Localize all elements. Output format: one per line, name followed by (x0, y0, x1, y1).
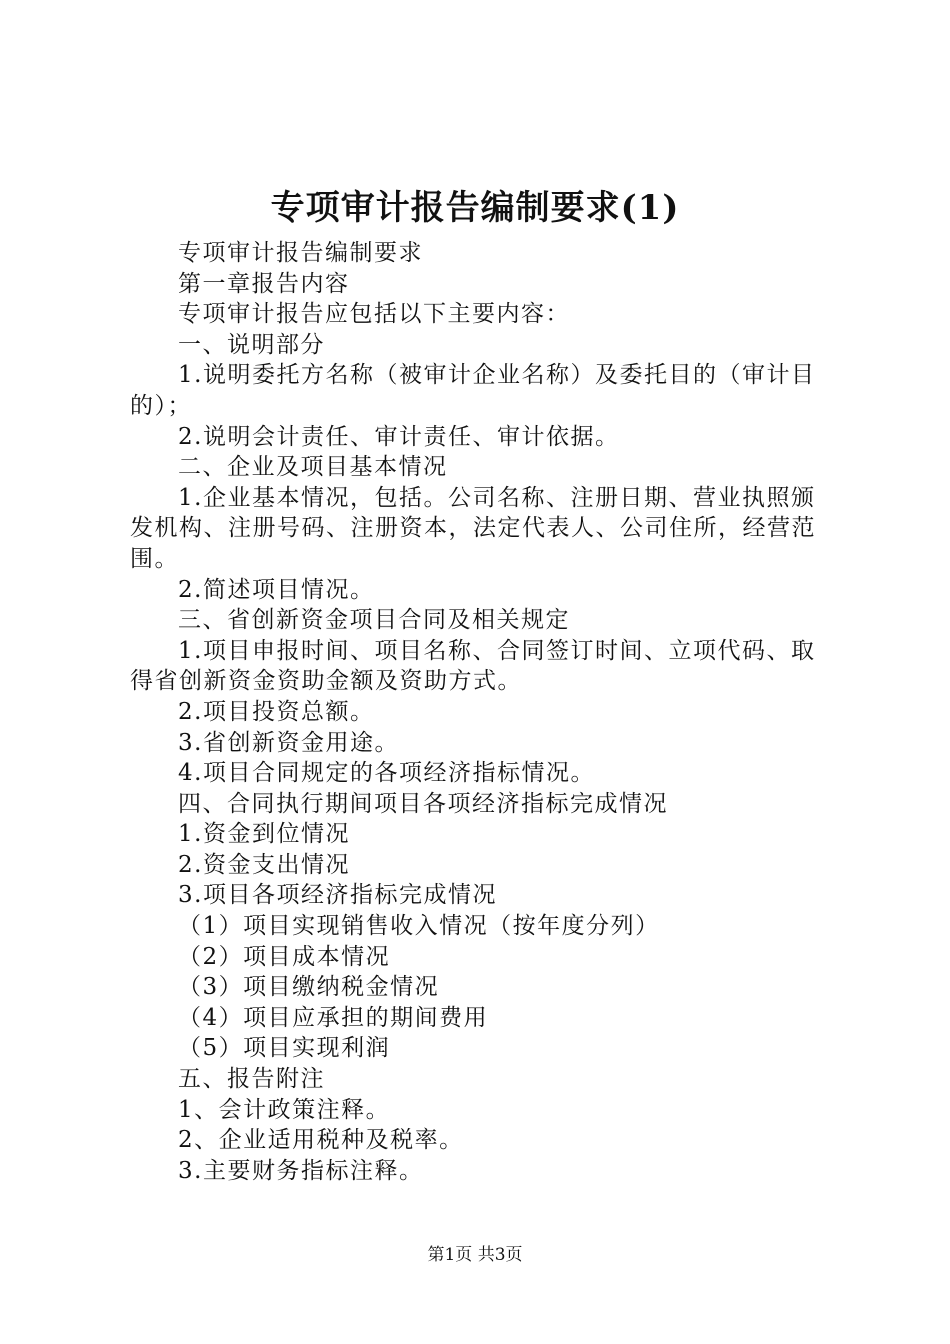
paragraph: 四、合同执行期间项目各项经济指标完成情况 (178, 790, 668, 817)
paragraph: 专项审计报告编制要求 (178, 240, 423, 266)
paragraph: （1）项目实现销售收入情况（按年度分列） (178, 913, 660, 940)
paragraph: 3.主要财务指标注释。 (178, 1157, 424, 1184)
paragraph: 专项审计报告应包括以下主要内容： (178, 301, 570, 328)
paragraph: 3.省创新资金用途。 (178, 729, 399, 756)
document-body (130, 238, 830, 1186)
paragraph: 2.简述项目情况。 (178, 576, 375, 603)
paragraph: 1.企业基本情况，包括。公司名称、注册日期、营业执照颁发机构、注册号码、注册资本，法定代表人、公司住所，经营范围。 (130, 484, 816, 572)
paragraph: 3.项目各项经济指标完成情况 (178, 882, 497, 909)
paragraph: 五、报告附注 (178, 1066, 325, 1093)
paragraph: 三、省创新资金项目合同及相关规定 (178, 607, 570, 634)
paragraph: 一、说明部分 (178, 331, 325, 358)
paragraph: 2.项目投资总额。 (178, 698, 375, 725)
paragraph: （4）项目应承担的期间费用 (178, 1004, 489, 1031)
paragraph: 1、会计政策注释。 (178, 1096, 391, 1123)
paragraph: 2.说明会计责任、审计责任、审计依据。 (178, 423, 620, 450)
paragraph: 1.说明委托方名称（被审计企业名称）及委托目的（审计目的）； (130, 362, 816, 419)
paragraph: 2、企业适用税种及税率。 (178, 1127, 464, 1154)
paragraph: 2.资金支出情况 (178, 851, 350, 878)
paragraph: 二、企业及项目基本情况 (178, 454, 448, 481)
paragraph: （3）项目缴纳税金情况 (178, 974, 440, 1001)
paragraph: 第一章报告内容 (178, 270, 350, 297)
paragraph: 1.项目申报时间、项目名称、合同签订时间、立项代码、取得省创新资金资助金额及资助方式。 (130, 637, 816, 695)
paragraph: （2）项目成本情况 (178, 943, 391, 970)
paragraph: 1.资金到位情况 (178, 821, 350, 848)
page-footer: 第1页 共3页 (427, 1245, 523, 1265)
document-title: 专项审计报告编制要求(1) (270, 188, 680, 228)
paragraph: 4.项目合同规定的各项经济指标情况。 (178, 760, 595, 787)
paragraph: （5）项目实现利润 (178, 1035, 391, 1062)
